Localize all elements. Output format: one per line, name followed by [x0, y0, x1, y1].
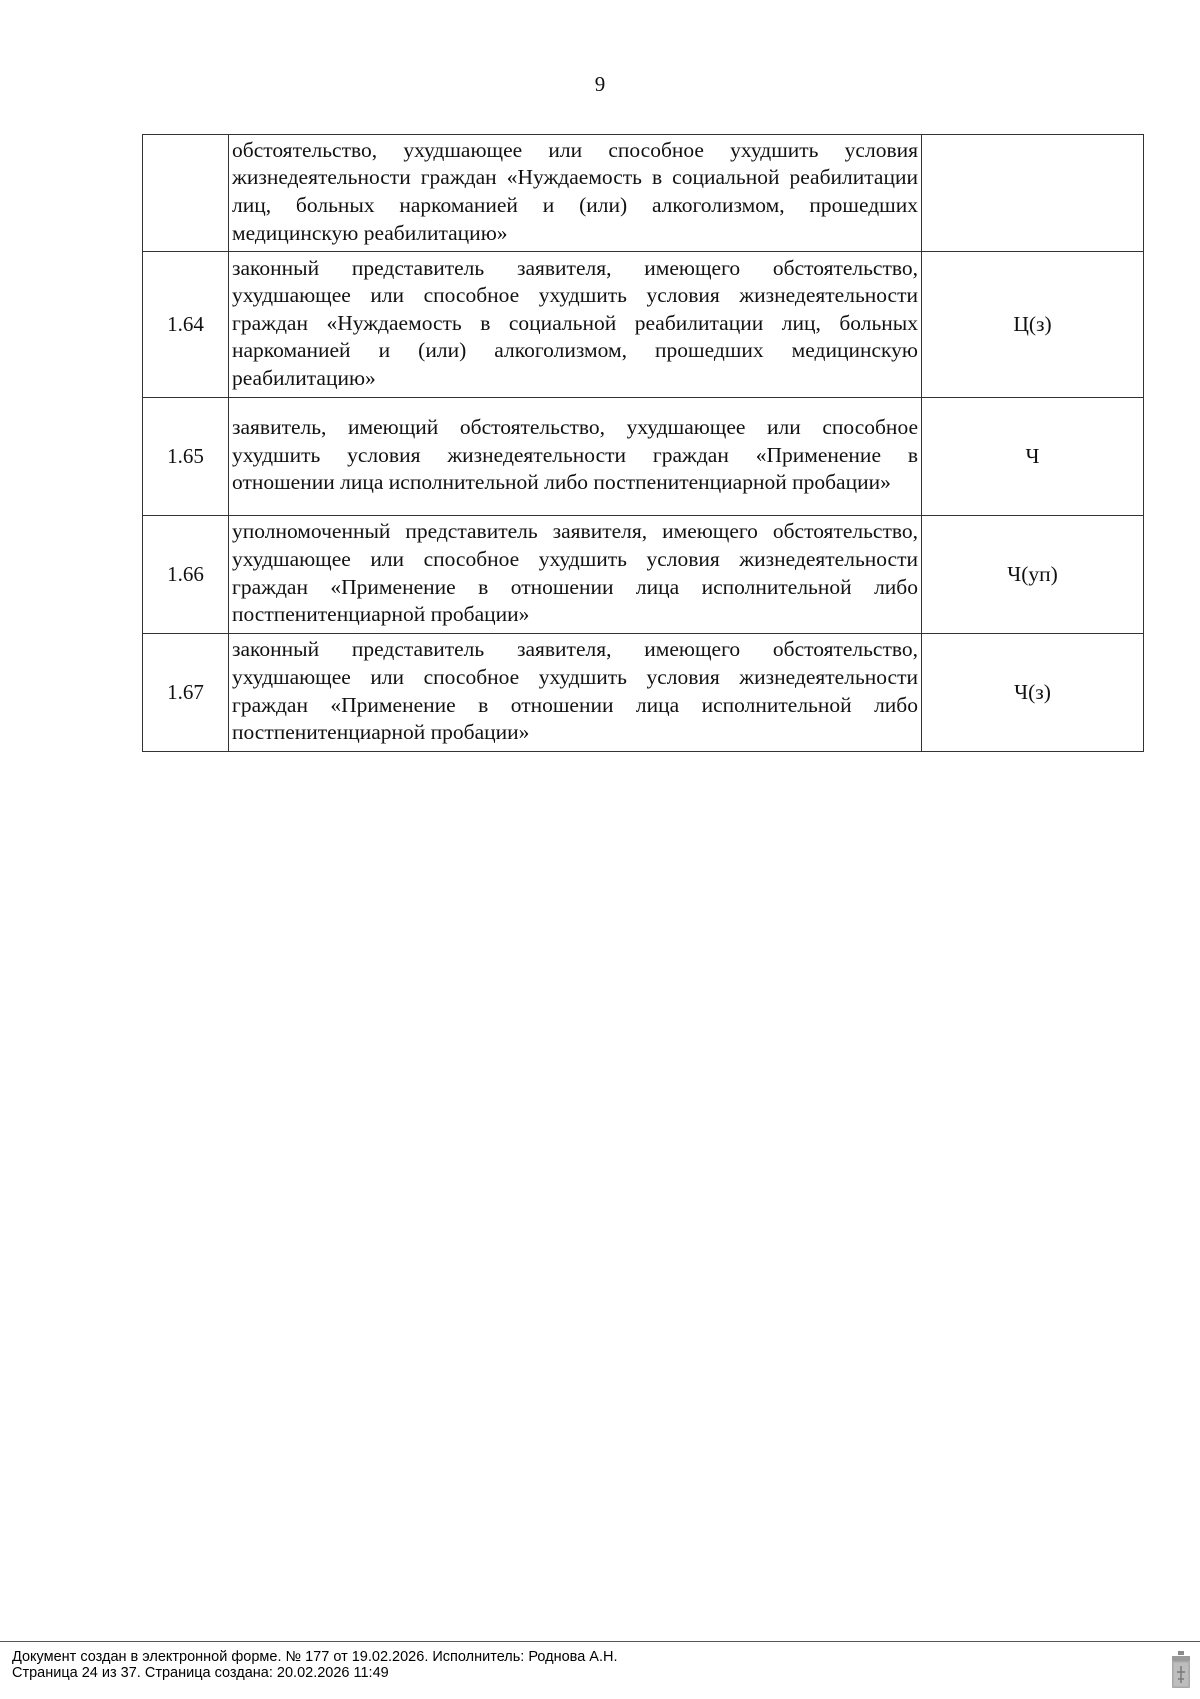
coat-of-arms-icon	[1170, 1650, 1192, 1690]
row-code: Ц(з)	[922, 252, 1144, 398]
row-number: 1.64	[143, 252, 229, 398]
row-code: Ч(з)	[922, 634, 1144, 752]
page-number: 9	[594, 72, 606, 96]
row-description: уполномоченный представитель заявителя, имеющего обстоятельство, ухудшающее или способное ухудшить условия жизнедеятельности граждан «Применение в отношении лица исполнительной либо постпенитенциарной пробации»	[229, 516, 922, 634]
row-number: 1.65	[143, 398, 229, 516]
row-number: 1.67	[143, 634, 229, 752]
row-code: Ч(уп)	[922, 516, 1144, 634]
footer-page-line: Страница 24 из 37. Страница создана: 20.02.2026 11:49	[12, 1665, 389, 1681]
row-description: законный представитель заявителя, имеющего обстоятельство, ухудшающее или способное ухудшить условия жизнедеятельности граждан «Применение в отношении лица исполнительной либо постпенитенциарной пробации»	[229, 634, 922, 752]
table-row	[143, 135, 1144, 252]
row-number: 1.66	[143, 516, 229, 634]
footer-document-line: Документ создан в электронной форме. № 177 от 19.02.2026. Исполнитель: Роднова А.Н.	[12, 1649, 618, 1665]
table-row	[143, 398, 1144, 516]
footer-info	[12, 1649, 618, 1681]
row-description: заявитель, имеющий обстоятельство, ухудшающее или способное ухудшить условия жизнедеятельности граждан «Применение в отношении лица исполнительной либо постпенитенциарной пробации»	[229, 398, 922, 516]
row-code: Ч	[922, 398, 1144, 516]
document-footer	[0, 1641, 1200, 1699]
table-row	[143, 634, 1144, 752]
row-code	[922, 135, 1144, 252]
row-description: обстоятельство, ухудшающее или способное ухудшить условия жизнедеятельности граждан «Нуждаемость в социальной реабилитации лиц, больных наркоманией и (или) алкоголизмом, прошедших медицинскую реабилитацию»	[229, 135, 922, 252]
row-description: законный представитель заявителя, имеющего обстоятельство, ухудшающее или способное ухудшить условия жизнедеятельности граждан «Нуждаемость в социальной реабилитации лиц, больных наркоманией и (или) алкоголизмом, прошедших медицинскую реабилитацию»	[229, 252, 922, 398]
document-table	[142, 134, 1144, 752]
row-number	[143, 135, 229, 252]
table-row	[143, 252, 1144, 398]
table-row	[143, 516, 1144, 634]
